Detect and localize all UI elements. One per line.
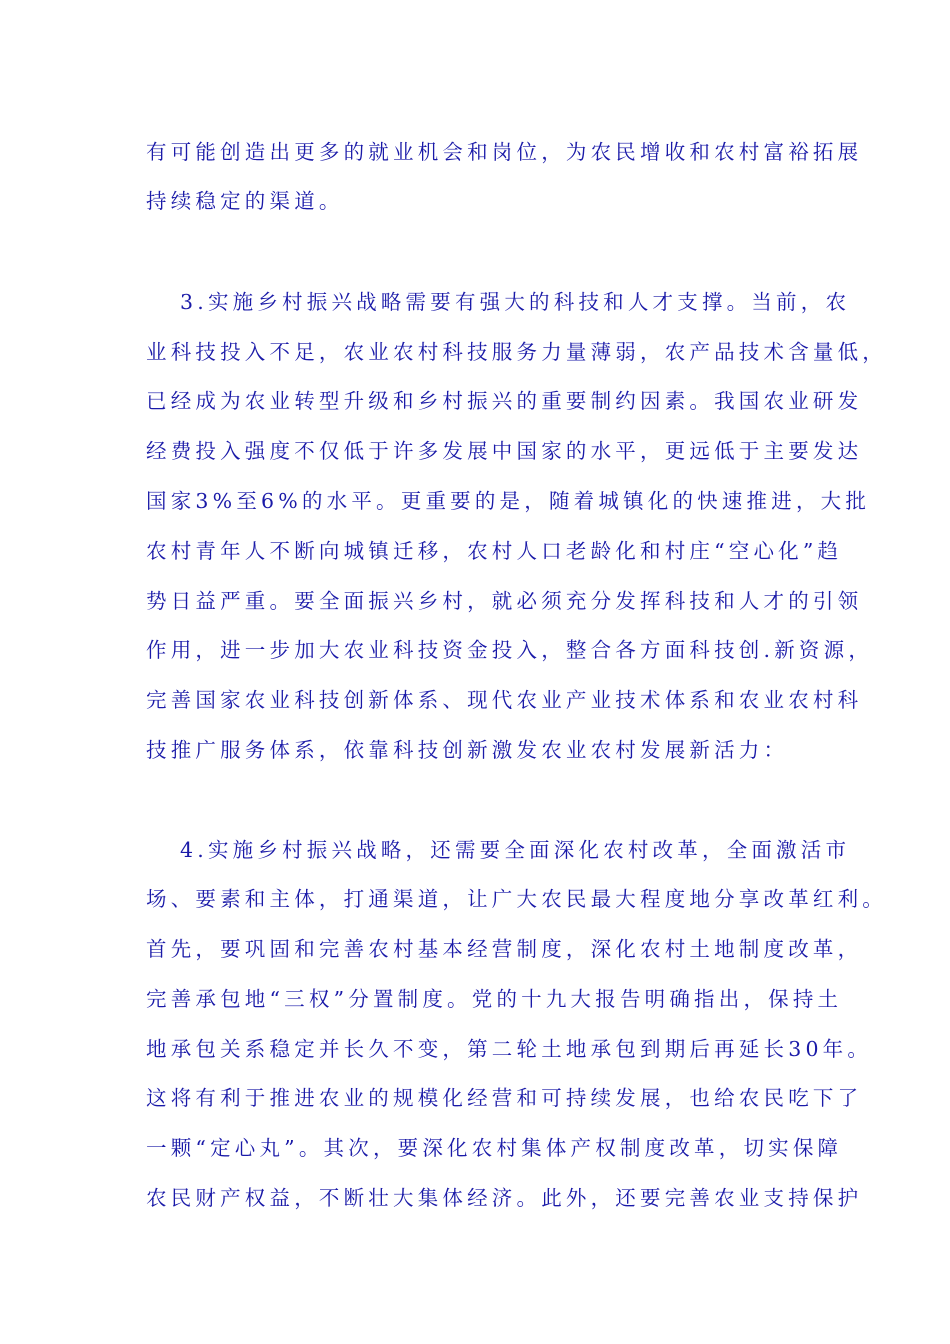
text-line: 首先，要巩固和完善农村基本经营制度，深化农村土地制度改革， <box>146 937 863 961</box>
text-line: 农民财产权益，不断壮大集体经济。此外，还要完善农业支持保护 <box>146 1186 863 1210</box>
text-line: 持续稳定的渠道。 <box>146 189 344 213</box>
text-line: 3.实施乡村振兴战略需要有强大的科技和人才支撑。当前，农 <box>180 290 851 314</box>
text-line: 有可能创造出更多的就业机会和岗位，为农民增收和农村富裕拓展 <box>146 140 863 164</box>
text-line: 场、要素和主体，打通渠道，让广大农民最大程度地分享改革红利。 <box>146 887 887 911</box>
text-line: 技推广服务体系，依靠科技创新激发农业农村发展新活力： <box>146 738 789 762</box>
text-line: 作用，进一步加大农业科技资金投入，整合各方面科技创.新资源， <box>146 638 874 662</box>
text-line: 地承包关系稳定并长久不变，第二轮土地承包到期后再延长30年。 <box>146 1037 873 1061</box>
text-line: 农村青年人不断向城镇迁移，农村人口老龄化和村庄“空心化”趋 <box>146 539 843 563</box>
text-line: 已经成为农业转型升级和乡村振兴的重要制约因素。我国农业研发 <box>146 389 863 413</box>
text-line: 完善国家农业科技创新体系、现代农业产业技术体系和农业农村科 <box>146 688 863 712</box>
text-line: 一颗“定心丸”。其次，要深化农村集体产权制度改革，切实保障 <box>146 1136 843 1160</box>
text-line: 这将有利于推进农业的规模化经营和可持续发展，也给农民吃下了 <box>146 1086 863 1110</box>
text-line: 国家3%至6%的水平。更重要的是，随着城镇化的快速推进，大批 <box>146 489 871 513</box>
text-line: 经费投入强度不仅低于许多发展中国家的水平，更远低于主要发达 <box>146 439 863 463</box>
text-line: 业科技投入不足，农业农村科技服务力量薄弱，农产品技术含量低， <box>146 340 887 364</box>
text-line: 完善承包地“三权”分置制度。党的十九大报告明确指出，保持土 <box>146 987 843 1011</box>
text-line: 势日益严重。要全面振兴乡村，就必须充分发挥科技和人才的引领 <box>146 589 863 613</box>
text-line: 4.实施乡村振兴战略，还需要全面深化农村改革，全面激活市 <box>180 838 851 862</box>
